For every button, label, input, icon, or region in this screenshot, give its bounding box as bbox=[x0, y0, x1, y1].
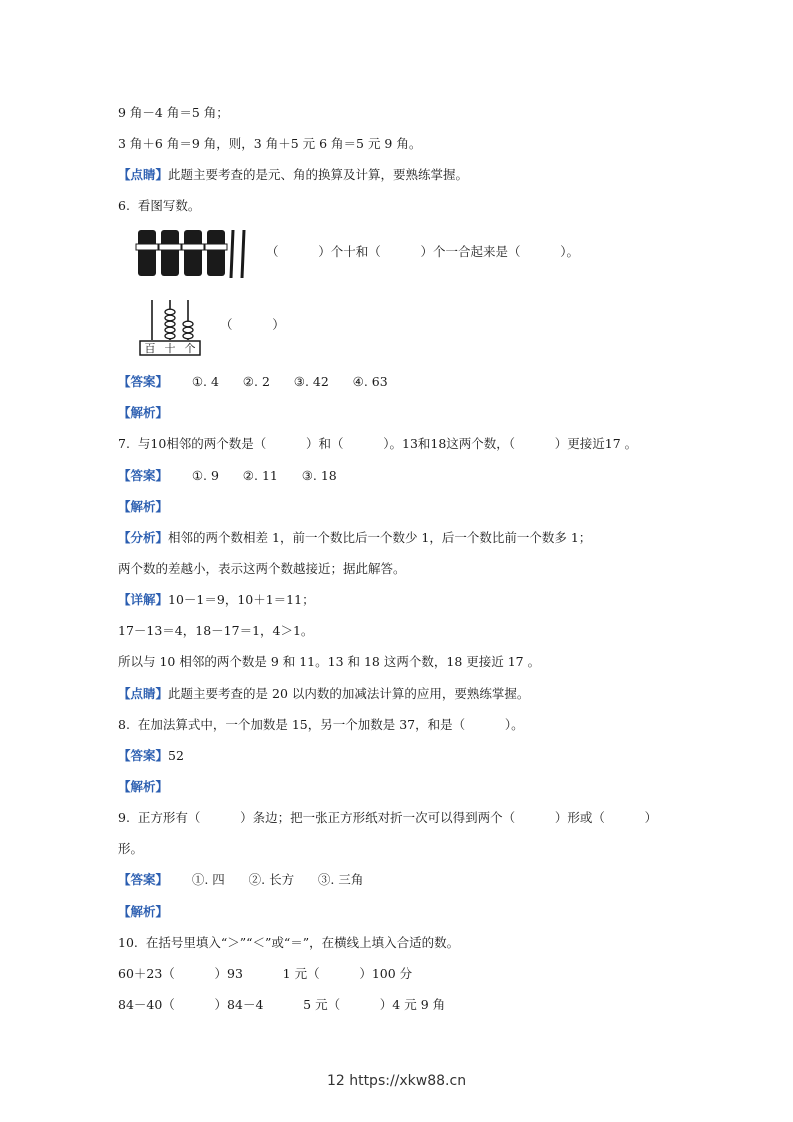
answer-6-text: ①. 4 ②. 2 ③. 42 ④. 63 bbox=[168, 374, 388, 389]
answer-7 bbox=[118, 468, 337, 484]
abacus-label-ones: 个 bbox=[184, 342, 196, 355]
question-10b: 84－40（ ）84－4 5 元（ ）4 元 9 角 bbox=[118, 997, 446, 1012]
detail-7b: 17－13＝4，18－17＝1，4＞1。 bbox=[118, 623, 314, 638]
answer-7-text: ①. 9 ②. 11 ③. 18 bbox=[168, 468, 337, 483]
question-6-blank-2: （ ） bbox=[220, 317, 285, 332]
question-8: 8. 在加法算式中，一个加数是 15，另一个加数是 37，和是（ ）。 bbox=[118, 717, 524, 732]
question-6-blank-1: （ ）个十和（ ）个一合起来是（ ）。 bbox=[266, 244, 579, 259]
abacus-label-hundreds: 百 bbox=[144, 342, 156, 355]
tip-text: 此题主要考查的是元、角的换算及计算，要熟练掌握。 bbox=[168, 167, 469, 182]
analysis-7b: 两个数的差越小，表示这两个数越接近；据此解答。 bbox=[118, 561, 406, 576]
question-9b: 形。 bbox=[118, 841, 144, 856]
answer-tag: 【答案】 bbox=[118, 872, 169, 887]
page-footer: 12 https://xkw88.cn bbox=[326, 1073, 467, 1089]
explanation-7 bbox=[118, 499, 168, 515]
stick-bundle bbox=[182, 230, 204, 276]
stick-bundle bbox=[159, 230, 181, 276]
tip-7-text: 此题主要考查的是 20 以内数的加减法计算的应用，要熟练掌握。 bbox=[168, 686, 530, 701]
answer-tag: 【答案】 bbox=[118, 748, 169, 763]
abacus-label-tens: 十 bbox=[164, 342, 176, 355]
stick-bundle bbox=[205, 230, 227, 276]
stick-bundles-figure bbox=[134, 226, 250, 280]
bead-column-tens bbox=[165, 309, 175, 339]
question-10: 10. 在括号里填入“＞”“＜”或“＝”，在横线上填入合适的数。 bbox=[118, 935, 460, 950]
question-10a: 60＋23（ ）93 1 元（ ）100 分 bbox=[118, 966, 413, 981]
single-stick bbox=[231, 230, 233, 278]
tip-tag: 【点睛】 bbox=[118, 686, 169, 701]
answer-8-text: 52 bbox=[168, 748, 184, 763]
explanation-8 bbox=[118, 779, 168, 795]
answer-9-text: ①. 四 ②. 长方 ③. 三角 bbox=[168, 872, 364, 887]
analysis-tag: 【分析】 bbox=[118, 530, 169, 545]
line-1: 9 角－4 角＝5 角； bbox=[118, 105, 229, 120]
detail-7c: 所以与 10 相邻的两个数是 9 和 11。13 和 18 这两个数，18 更接近 17 。 bbox=[118, 654, 541, 669]
explanation-9 bbox=[118, 904, 168, 920]
stick-bundle bbox=[136, 230, 158, 276]
detail-tag: 【详解】 bbox=[118, 592, 169, 607]
tip-7 bbox=[118, 686, 529, 702]
question-6: 6. 看图写数。 bbox=[118, 198, 201, 213]
line-2: 3 角＋6 角＝9 角，则，3 角＋5 元 6 角＝5 元 9 角。 bbox=[118, 136, 422, 151]
analysis-7-text: 相邻的两个数相差 1，前一个数比后一个数少 1，后一个数比前一个数多 1； bbox=[168, 530, 592, 545]
answer-6 bbox=[118, 374, 388, 390]
answer-tag: 【答案】 bbox=[118, 468, 169, 483]
detail-7 bbox=[118, 592, 315, 608]
question-9: 9. 正方形有（ ）条边；把一张正方形纸对折一次可以得到两个（ ）形或（ ） bbox=[118, 810, 658, 825]
abacus-figure bbox=[138, 298, 202, 358]
explanation-tag: 【解析】 bbox=[118, 499, 169, 514]
answer-9 bbox=[118, 872, 363, 888]
analysis-7 bbox=[118, 530, 591, 546]
detail-7-text: 10－1＝9，10＋1＝11； bbox=[168, 592, 315, 607]
explanation-tag: 【解析】 bbox=[118, 779, 169, 794]
explanation-tag: 【解析】 bbox=[118, 405, 169, 420]
tip-line bbox=[118, 167, 468, 183]
tip-tag: 【点睛】 bbox=[118, 167, 169, 182]
explanation-6 bbox=[118, 405, 168, 421]
answer-8 bbox=[118, 748, 184, 764]
answer-tag: 【答案】 bbox=[118, 374, 169, 389]
explanation-tag: 【解析】 bbox=[118, 904, 169, 919]
question-7: 7. 与10相邻的两个数是（ ）和（ ）。13和18这两个数，（ ）更接近17 。 bbox=[118, 436, 638, 451]
single-stick bbox=[242, 230, 244, 278]
bead-column-ones bbox=[183, 321, 193, 339]
